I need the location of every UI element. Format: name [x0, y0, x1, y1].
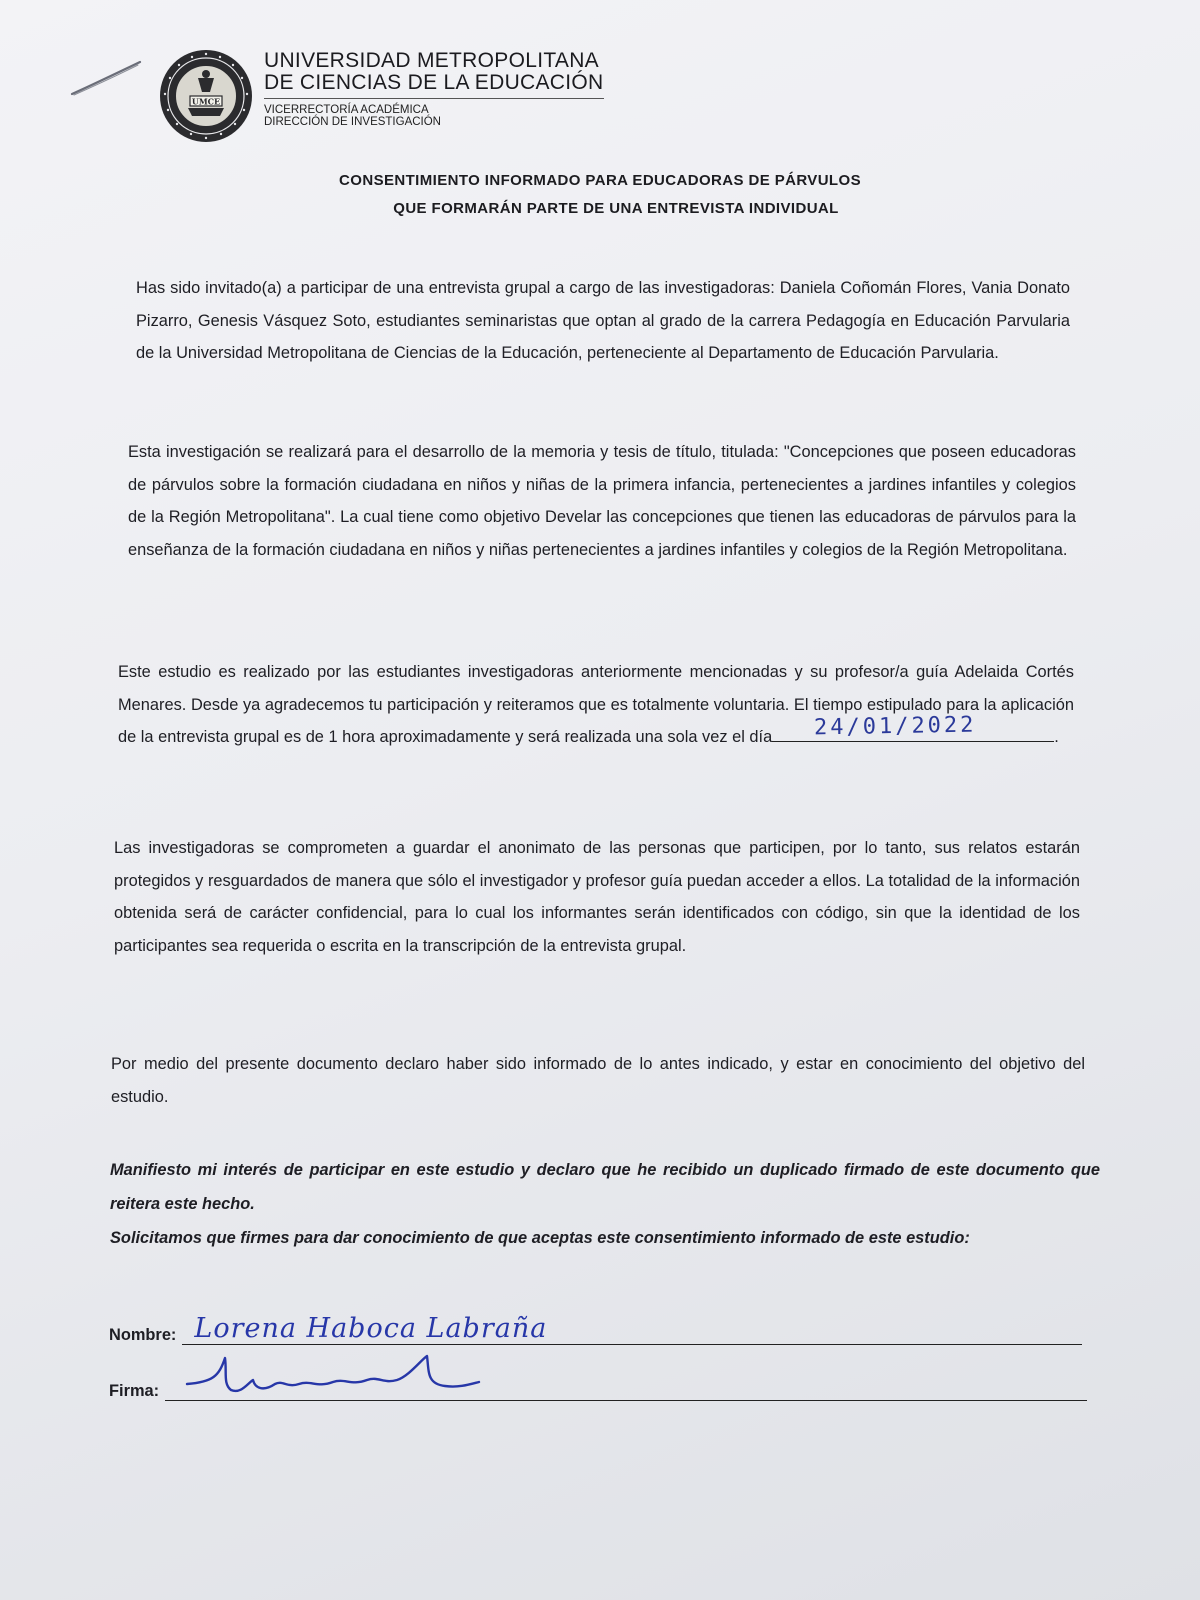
- consent-statement-line1: Manifiesto mi interés de participar en este estudio y declaro que he recibido un duplicado firmado de este documento que reitera este hecho.: [110, 1161, 1100, 1213]
- university-name-line1: UNIVERSIDAD METROPOLITANA: [264, 49, 599, 72]
- document-title-line2: QUE FORMARÁN PARTE DE UNA ENTREVISTA INDIVIDUAL: [393, 200, 839, 217]
- paragraph-study-details: [118, 656, 1074, 754]
- paragraph-anonymity: Las investigadoras se comprometen a guardar el anonimato de las personas que participen, por lo tanto, sus relatos estarán protegidos y resguardados de manera que sólo el investigador y profesor guía puedan acceder a ellos. La totalidad de la información obtenida será de carácter confidencial, para lo cual los informantes serán identificados con código, sin que la identidad de los participantes sea requerida o escrita en la transcripción de la entrevista grupal.: [114, 839, 1080, 955]
- paragraph-invitation: Has sido invitado(a) a participar de una entrevista grupal a cargo de las investigadoras: Daniela Coñomán Flores, Vania Donato Pizarro, Genesis Vásquez Soto, estudiantes seminaristas que optan al grado de la carrera Pedagogía en Educación Parvularia de la Universidad Metropolitana de Ciencias de la Educación, perteneciente al Departamento de Educación Parvularia.: [136, 279, 1070, 362]
- document-title-line1: CONSENTIMIENTO INFORMADO PARA EDUCADORAS DE PÁRVULOS: [339, 172, 861, 189]
- paragraph-declaration: Por medio del presente documento declaro haber sido informado de lo antes indicado, y estar en conocimiento del objetivo del estudio.: [111, 1055, 1085, 1106]
- date-field[interactable]: [772, 712, 1054, 742]
- nombre-label: Nombre:: [109, 1326, 177, 1344]
- firma-field[interactable]: [165, 1374, 1087, 1401]
- firma-label: Firma:: [109, 1382, 160, 1400]
- study-details-text: Este estudio es realizado por las estudiantes investigadoras anteriormente mencionadas y su profesor/a guía Adelaida Cortés Menares. Desde ya agradecemos tu participación y reiteramos que es totalmente voluntaria. El tiempo estipulado para la aplicación de la entrevista grupal es de 1 hora aproximadamente y será realizada una sola vez el día: [118, 663, 1074, 746]
- handwritten-date: 24/01/2022: [813, 712, 977, 740]
- university-seal-icon: [158, 48, 254, 144]
- vicerrectoria-label: VICERRECTORÍA ACADÉMICA: [264, 104, 429, 116]
- paragraph-research-objective: Esta investigación se realizará para el desarrollo de la memoria y tesis de título, titulada: "Concepciones que poseen educadoras de párvulos sobre la formación ciudadana en niños y niñas de la primera infancia, pertenecientes a jardines infantiles y colegios de la Región Metropolitana". La cual tiene como objetivo Develar las concepciones que tienen las educadoras de párvulos para la enseñanza de la formación ciudadana en niños y niñas pertenecientes a jardines infantiles y colegios de la Región Metropolitana.: [128, 443, 1076, 559]
- letterhead: [158, 48, 604, 144]
- seal-lettering: UMCE: [191, 96, 221, 107]
- header-divider: [264, 98, 604, 99]
- paragraph-consent-statement: [110, 1153, 1100, 1255]
- pen-stroke-mark: [70, 58, 142, 98]
- nombre-field-row: [109, 1313, 1082, 1345]
- direccion-label: DIRECCIÓN DE INVESTIGACIÓN: [264, 116, 441, 128]
- handwritten-name: Lorena Haboca Labraña: [194, 1313, 548, 1344]
- handwritten-signature-icon: [183, 1354, 483, 1402]
- university-name-block: [264, 48, 604, 128]
- nombre-field[interactable]: [182, 1313, 1082, 1345]
- consent-statement-line2: Solicitamos que firmes para dar conocimiento de que aceptas este consentimiento informado de este estudio:: [110, 1229, 970, 1247]
- university-name-line2: DE CIENCIAS DE LA EDUCACIÓN: [264, 71, 604, 94]
- firma-field-row: [109, 1374, 1087, 1401]
- study-details-end: .: [1054, 728, 1059, 746]
